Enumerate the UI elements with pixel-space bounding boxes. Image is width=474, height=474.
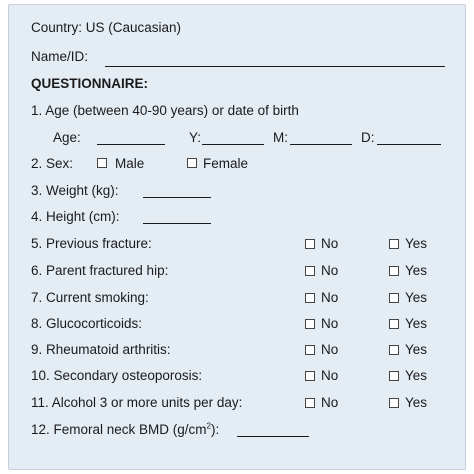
- age-field[interactable]: [97, 144, 165, 145]
- q11-label: 11. Alcohol 3 or more units per day:: [31, 395, 243, 410]
- male-checkbox[interactable]: [97, 158, 107, 168]
- question-row-7: [9, 290, 465, 316]
- month-label: M:: [273, 130, 288, 145]
- questionnaire-card: [8, 4, 466, 470]
- q10-yes-label: Yes: [405, 368, 428, 383]
- q2-label: 2. Sex:: [31, 156, 74, 171]
- year-label: Y:: [189, 130, 202, 145]
- country-label: Country: US (Caucasian): [31, 20, 182, 35]
- female-label: Female: [203, 156, 249, 171]
- q5-no-label: No: [321, 236, 339, 251]
- q12-label: [31, 422, 219, 438]
- q6-no-label: No: [321, 263, 339, 278]
- q9-no-checkbox[interactable]: [305, 345, 315, 355]
- q7-yes-label: Yes: [405, 290, 428, 305]
- q1-label: 1. Age (between 40-90 years) or date of birth: [31, 103, 299, 118]
- q12-label-superscript: 2: [206, 421, 211, 431]
- bmd-field[interactable]: [237, 436, 309, 437]
- question-row-5: [9, 236, 465, 262]
- name-id-field[interactable]: [105, 66, 445, 67]
- q10-label: 10. Secondary osteoporosis:: [31, 368, 203, 383]
- q7-yes-checkbox[interactable]: [389, 293, 399, 303]
- q11-yes-checkbox[interactable]: [389, 398, 399, 408]
- q10-no-label: No: [321, 368, 339, 383]
- q10-yes-checkbox[interactable]: [389, 371, 399, 381]
- q8-yes-checkbox[interactable]: [389, 319, 399, 329]
- q6-yes-checkbox[interactable]: [389, 266, 399, 276]
- day-label: D:: [361, 130, 375, 145]
- age-label: Age:: [53, 130, 81, 145]
- q9-yes-checkbox[interactable]: [389, 345, 399, 355]
- q12-label-suffix: ):: [211, 422, 220, 437]
- question-row-10: [9, 368, 465, 394]
- name-id-label: Name/ID:: [31, 49, 89, 64]
- q9-yes-label: Yes: [405, 342, 428, 357]
- q6-no-checkbox[interactable]: [305, 266, 315, 276]
- q5-no-checkbox[interactable]: [305, 239, 315, 249]
- year-field[interactable]: [202, 144, 264, 145]
- q8-no-checkbox[interactable]: [305, 319, 315, 329]
- question-row-11: [9, 395, 465, 421]
- height-field[interactable]: [143, 223, 211, 224]
- question-row-8: [9, 316, 465, 342]
- q6-yes-label: Yes: [405, 263, 428, 278]
- q8-label: 8. Glucocorticoids:: [31, 316, 143, 331]
- weight-field[interactable]: [143, 197, 211, 198]
- q6-label: 6. Parent fractured hip:: [31, 263, 169, 278]
- male-label: Male: [115, 156, 145, 171]
- q7-label: 7. Current smoking:: [31, 290, 149, 305]
- q8-yes-label: Yes: [405, 316, 428, 331]
- q5-yes-label: Yes: [405, 236, 428, 251]
- q11-no-label: No: [321, 395, 339, 410]
- q7-no-checkbox[interactable]: [305, 293, 315, 303]
- q8-no-label: No: [321, 316, 339, 331]
- q11-yes-label: Yes: [405, 395, 428, 410]
- q3-label: 3. Weight (kg):: [31, 183, 119, 198]
- q9-no-label: No: [321, 342, 339, 357]
- q5-yes-checkbox[interactable]: [389, 239, 399, 249]
- section-title: QUESTIONNAIRE:: [31, 76, 149, 91]
- day-field[interactable]: [377, 144, 441, 145]
- q5-label: 5. Previous fracture:: [31, 236, 152, 251]
- q12-label-prefix: 12. Femoral neck BMD (g/cm: [31, 422, 207, 437]
- q9-label: 9. Rheumatoid arthritis:: [31, 342, 171, 357]
- q10-no-checkbox[interactable]: [305, 371, 315, 381]
- question-row-9: [9, 342, 465, 368]
- female-checkbox[interactable]: [187, 158, 197, 168]
- q7-no-label: No: [321, 290, 339, 305]
- q4-label: 4. Height (cm):: [31, 209, 120, 224]
- question-row-6: [9, 263, 465, 289]
- q11-no-checkbox[interactable]: [305, 398, 315, 408]
- month-field[interactable]: [290, 144, 352, 145]
